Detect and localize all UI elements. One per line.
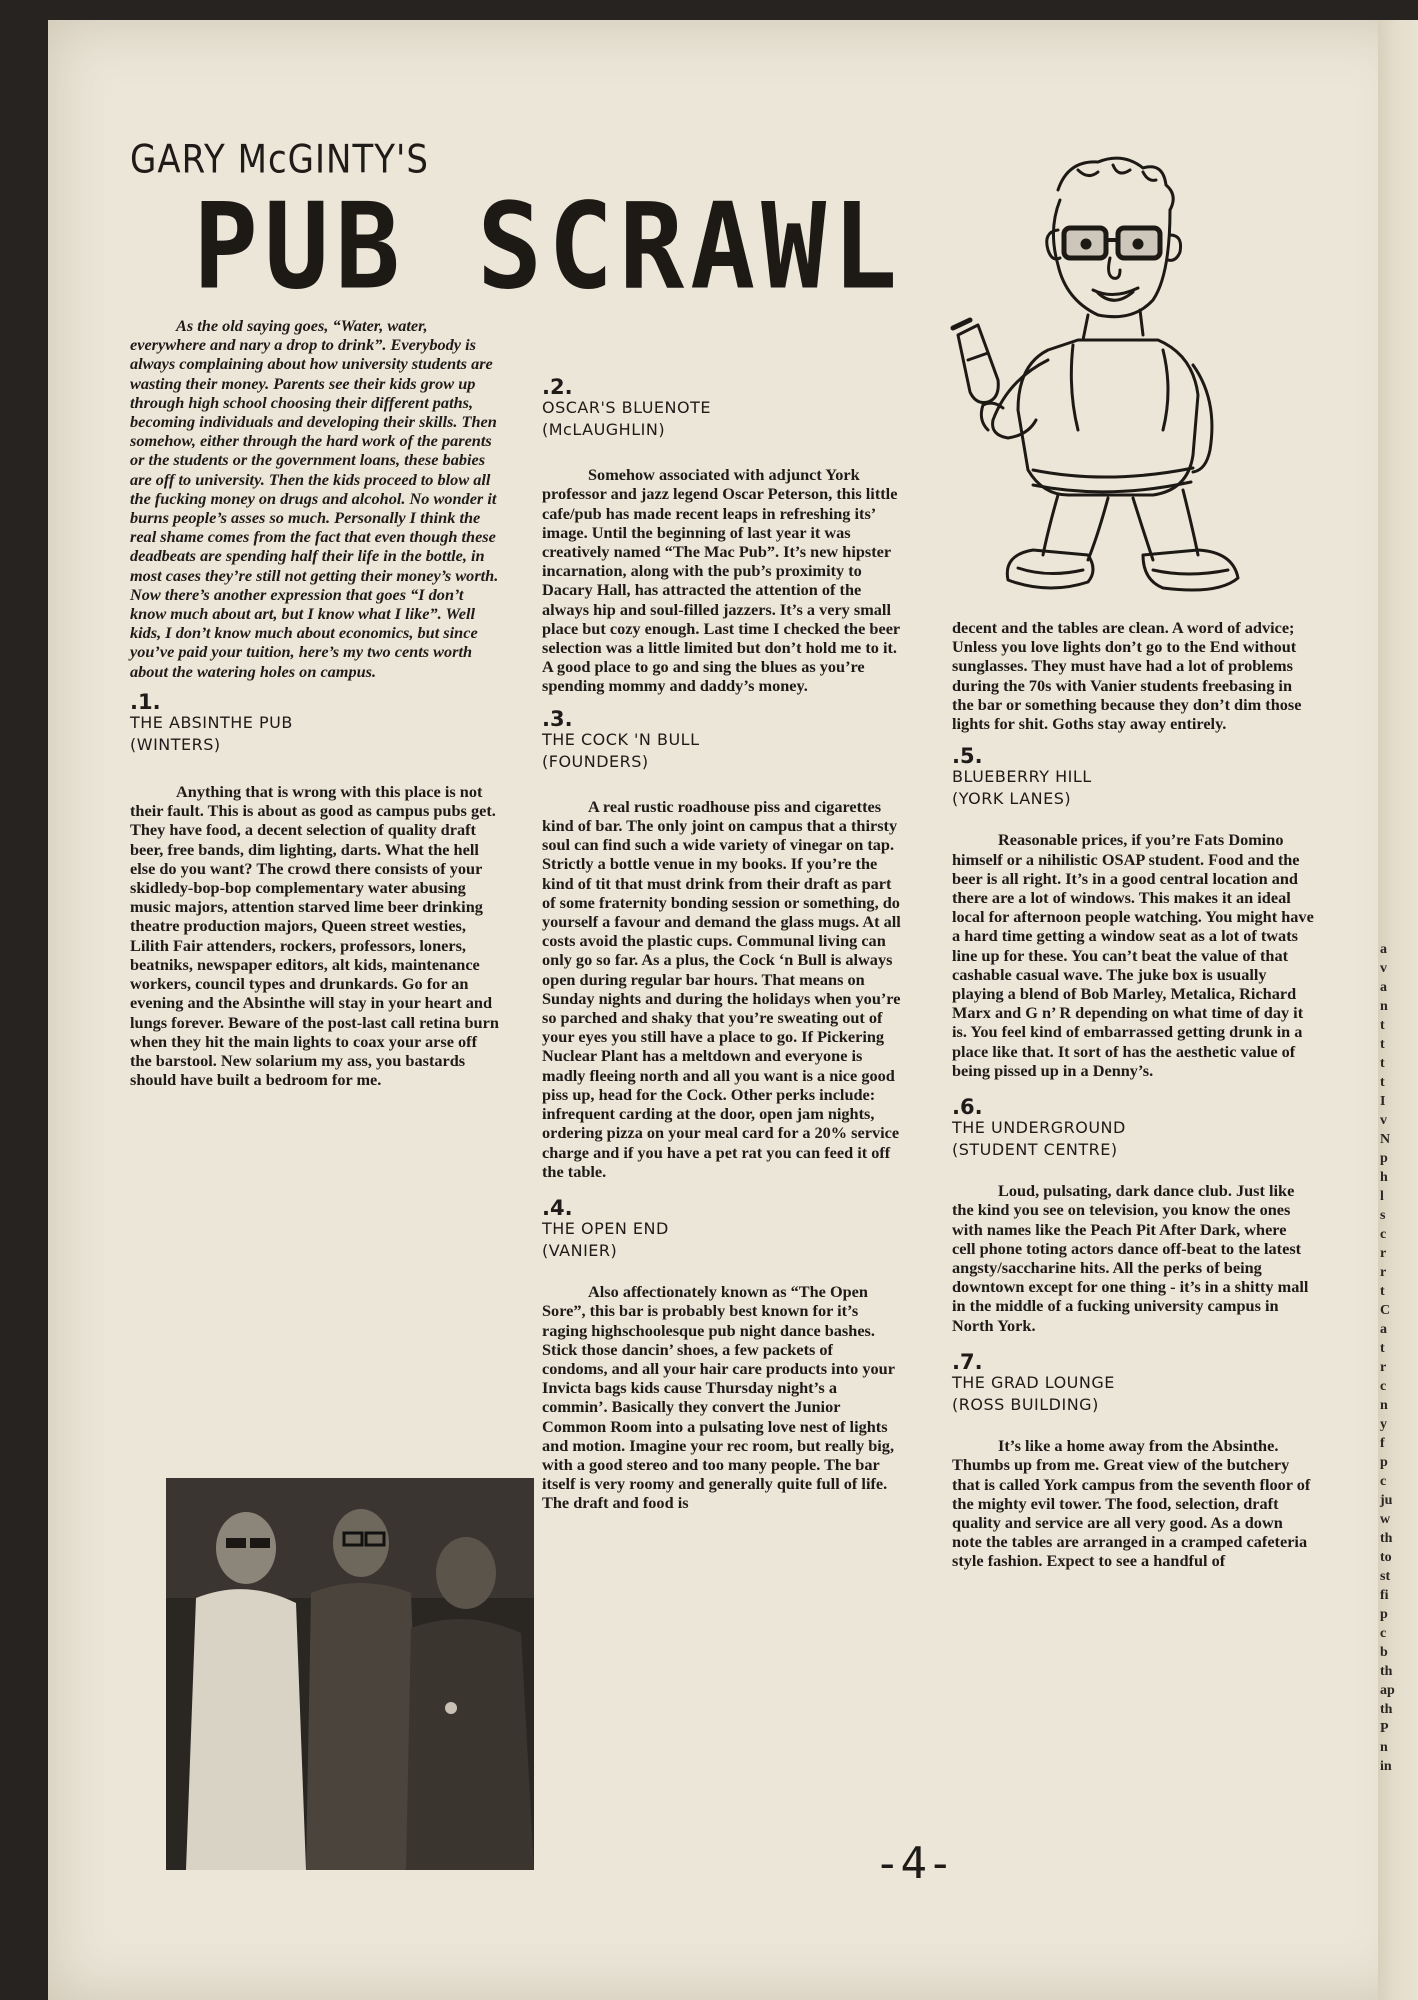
page-number: -4- (874, 1838, 954, 1889)
section-4-number: .4. (542, 1195, 573, 1220)
section-7-location: (ROSS BUILDING) (952, 1395, 1099, 1415)
section-6-number: .6. (952, 1095, 983, 1120)
section-4-location: (VANIER) (542, 1241, 618, 1261)
section-2-number: .2. (542, 375, 573, 399)
section-4-name: THE OPEN END (542, 1219, 669, 1239)
section-6-name: THE UNDERGROUND (952, 1118, 1126, 1138)
byline: GARY McGINTY'S (130, 137, 429, 183)
section-7-number: .7. (952, 1349, 983, 1374)
photo-patrons (166, 1478, 534, 1870)
section-2-location: (McLAUGHLIN) (542, 420, 666, 440)
section-1-number: .1. (130, 689, 161, 714)
column-1 (130, 316, 502, 1089)
caricature-illustration (948, 150, 1328, 620)
section-1-text: Anything that is wrong with this place is not their fault. This is about as good as campus pubs get. They have food, a decent selection of quality draft beer, free bands, dim lighting, darts. What the hell else do you want? The crowd there consists of your skidledy-bop-bop complementary water abusing music majors, attention starved lime beer drinking theatre production majors, Queen street westies, Lilith Fair attenders, rockers, professors, loners, beatniks, newspaper editors, alt kids, maintenance workers, council types and drunkards. Go for an evening and the Absinthe will stay in your heart and lungs forever. Beware of the post-last call retina burn when they hit the main lights to coax your arse off the barstool. New solarium my ass, you bastards should have built a bedroom for me. (130, 782, 499, 1090)
section-5-name: BLUEBERRY HILL (952, 767, 1092, 787)
section-4-text: Also affectionately known as “The Open Sore”, this bar is probably best known for it’s raging highschoolesque pub night dance bashes. Stick those dancin’ shoes, a few packets of condoms, and all your hair care products into your Invicta bags kids cause Thursday night’s a commin’. Basically they convert the Junior Common Room into a pulsating love nest of lights and motion. Imagine your rec room, but really big, with a good stereo and too many people. The bar itself is very roomy and generally quite full of life. The draft and food is (542, 1282, 895, 1513)
section-5-location: (YORK LANES) (952, 789, 1072, 809)
section-3-location: (FOUNDERS) (542, 751, 649, 771)
section-2-text: Somehow associated with adjunct York professor and jazz legend Oscar Peterson, this little cafe/pub has made recent leaps in refreshing its’ image. Until the beginning of last year it was creatively named “The Mac Pub”. It’s new hipster incarnation, along with the pub’s proximity to Dacary Hall, has attracted the attention of the always hip and soul-filled jazzers. It’s a very small place but cozy enough. Last time I checked the beer selection was a little limited but don’t hold me to it. A good place to go and sing the blues as you’re spending mommy and daddy’s money. (542, 465, 900, 696)
section-6-location: (STUDENT CENTRE) (952, 1140, 1118, 1160)
page-title: PUB SCRAWL (193, 178, 904, 317)
intro-paragraph: As the old saying goes, “Water, water, everywhere and nary a drop to drink”. Everybody is always complaining about how university students are wasting their money. Parents see their kids grow up through high school choosing their different paths, becoming individuals and developing their skills. Then somehow, either through the hard work of the parents or the students or the government loans, these babies are off to university. Then the kids proceed to blow all the fucking money on drugs and alcohol. No wonder it burns people’s asses so much. Personally I think the real shame comes from the fact that even though these deadbeats are spending half their life in the bottle, in most cases they’re still not getting their money’s worth. Now there’s another expression that goes “I don’t know much about art, but I know what I like”. Well kids, I don’t know much about economics, but since you’ve paid your tuition, here’s my two cents worth about the watering holes on campus. (130, 316, 499, 681)
section-5-text: Reasonable prices, if you’re Fats Domino himself or a nihilistic OSAP student. Food and the beer is all right. It’s in a good central location and there are a lot of windows. This makes it an ideal local for afternoon people watching. You might have a hard time getting a window seat as a lot of twats line up for these. You can’t beat the value of that cashable casual wave. The juke box is usually playing a blend of Bob Marley, Metalica, Richard Marx and G n’ R depending on what time of day it is. You feel kind of embarrassed getting drunk in a place like that. It sort of has the aesthetic value of being pissed up in a Denny’s. (952, 830, 1314, 1080)
section-7-name: THE GRAD LOUNGE (952, 1373, 1115, 1393)
section-3-number: .3. (542, 706, 573, 731)
column-3 (952, 618, 1314, 1571)
section-2-name: OSCAR'S BLUENOTE (542, 398, 711, 418)
section-1-location: (WINTERS) (130, 735, 221, 755)
section-7-text: It’s like a home away from the Absinthe. Thumbs up from me. Great view of the butchery that is called York campus from the seventh floor of the mighty evil tower. The food, selection, draft quality and service are all very good. As a down note the tables are arranged in a cramped cafeteria style fashion. Expect to see a handful of (952, 1436, 1311, 1571)
section-6-text: Loud, pulsating, dark dance club. Just like the kind you see on television, you know the ones with names like the Peach Pit After Dark, where cell phone toting actors dance off-beat to the latest angsty/saccharine hits. All the perks of being downtown except for one thing - it’s in a shitty mall in the middle of a fucking university campus in North York. (952, 1181, 1309, 1335)
section-3-text: A real rustic roadhouse piss and cigarettes kind of bar. The only joint on campus that a thirsty soul can find such a wide variety of vinegar on tap. Strictly a bottle venue in my books. If you’re the kind of tit that must drink from their draft as part of some fraternity bonding session or something, do yourself a favour and demand the glass mugs. At all costs avoid the plastic cups. Communal living can only go so far. As a plus, the Cock ‘n Bull is always open during regular bar hours. That means on Sunday nights and during the holidays when you’re so parched and shaky that you’re sweating out of your eyes you still have a place to go. If Pickering Nuclear Plant has a meltdown and everyone is madly fleeing north and all you want is a nice good piss up, head for the Cock. Other perks include: infrequent carding at the door, open jam nights, ordering pizza on your meal card for a 20% service charge and if you have a pet rat you can feed it off the table. (542, 796, 901, 1181)
adjacent-page-edge-text: a v a n t t t t I v N p h l s c r r t C a t r c n y f p c ju w th to st fi p c b th ap th P n in (1380, 942, 1395, 1774)
section-4-continued: decent and the tables are clean. A word of advice; Unless you love lights don’t go to the End without sunglasses. They must have had a lot of problems during the 70s with Vanier students freebasing in the bar or something because they don’t dim those lights for shit. Goths stay away entirely. (952, 618, 1302, 734)
newspaper-page (48, 20, 1418, 2000)
column-2 (542, 375, 902, 1513)
section-1-name: THE ABSINTHE PUB (130, 713, 293, 733)
section-5-number: .5. (952, 744, 983, 769)
section-3-name: THE COCK 'N BULL (542, 729, 700, 749)
